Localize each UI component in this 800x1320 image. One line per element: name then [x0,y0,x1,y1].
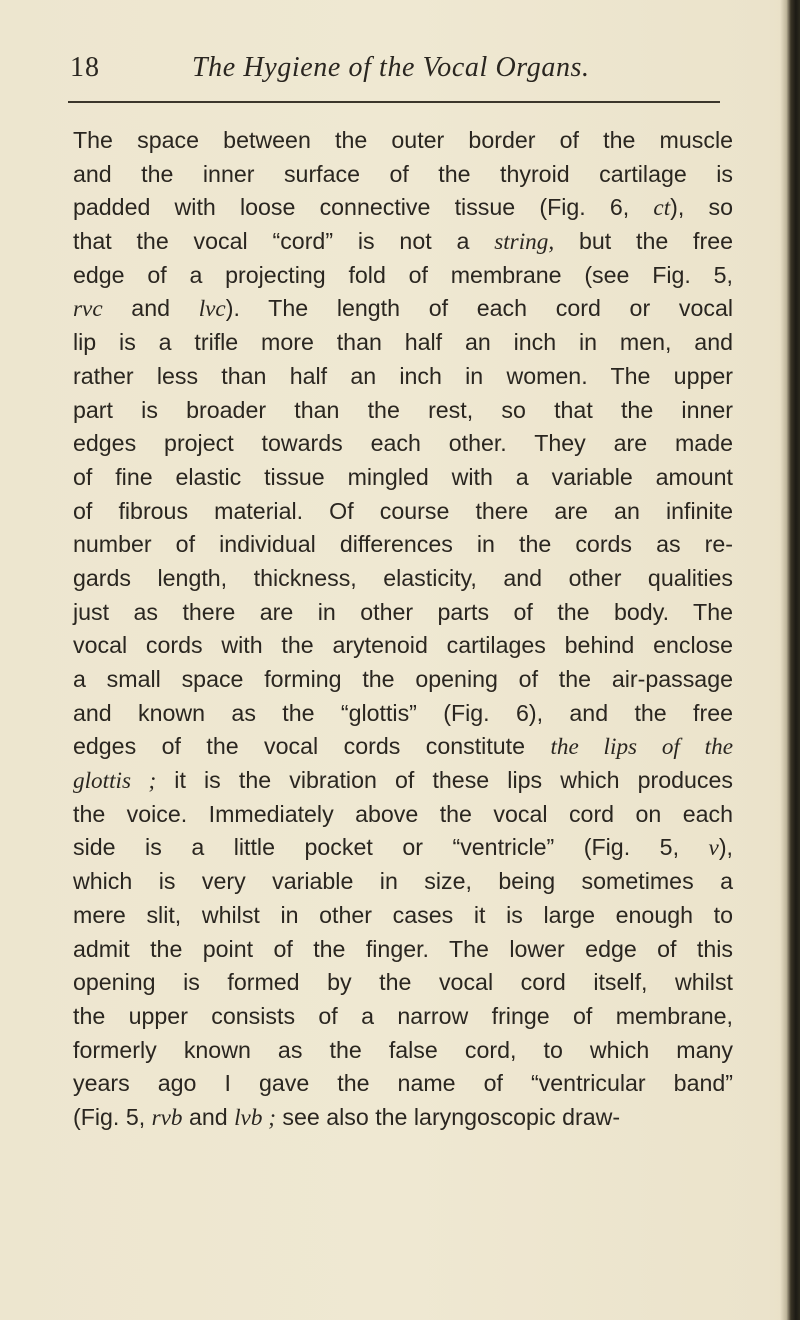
text-line [73,495,733,529]
text-run: but the free [554,228,734,255]
text-line [73,899,733,933]
text-run: and [182,1103,235,1130]
text-run: the voice. Immediately above the vocal cord on each [73,800,733,827]
text-line [73,596,733,630]
text-line [73,562,733,596]
text-line [73,292,733,326]
italic-text: lvc [198,296,226,323]
text-run: of fibrous material. Of course there are an infinite [73,497,733,524]
text-line [73,360,733,394]
text-run: that the vocal “cord” is not a [73,228,495,255]
running-head: The Hygiene of the Vocal Organs. [192,52,590,83]
text-run: ), [718,834,733,861]
text-line [73,629,733,663]
text-run: edge of a projecting fold of membrane (see Fig. 5, [73,261,733,288]
text-line [73,326,733,360]
text-run: The space between the outer border of the muscle [73,127,733,153]
italic-text: lvb ; [234,1104,276,1131]
text-run: edges of the vocal cords constitute [73,733,551,760]
text-line [73,461,733,495]
italic-text: rvc [73,296,103,323]
text-run: edges project towards each other. They are made [73,430,733,457]
header-rule [68,101,720,103]
page-number: 18 [70,52,100,83]
text-line [73,663,733,697]
text-run: padded with loose connective tissue (Fig. 6, [73,194,654,221]
italic-text: the lips of the [550,734,733,761]
text-run: gards length, thickness, elasticity, and other qualities [73,564,733,591]
text-run: rather less than half an inch in women. The upper [73,362,733,389]
text-run: part is broader than the rest, so that the inner [73,396,733,423]
text-run: of fine elastic tissue mingled with a variable amount [73,463,733,490]
text-line [73,831,733,865]
page-header [64,50,720,90]
text-line [73,730,733,764]
text-run: opening is formed by the vocal cord itself, whilst [73,969,733,996]
text-run: vocal cords with the arytenoid cartilages behind enclose [73,632,733,659]
italic-text: ct [653,195,671,222]
text-line [73,798,733,832]
text-line [73,966,733,1000]
italic-text: rvb [151,1104,183,1131]
text-run: just as there are in other parts of the body. The [73,598,733,625]
text-run: mere slit, whilst in other cases it is large enough to [73,901,733,928]
text-run: years ago I gave the name of “ventricular band” [73,1070,733,1097]
text-line [73,124,733,158]
text-line [73,865,733,899]
text-line [73,259,733,293]
text-run: it is the vibration of these lips which produces [156,767,733,794]
text-run: and [102,295,199,322]
text-line [73,1000,733,1034]
text-line [73,427,733,461]
text-line [73,933,733,967]
text-run: and known as the “glottis” (Fig. 6), and the free [73,699,733,726]
italic-text: glottis ; [73,768,157,795]
text-line [73,1034,733,1068]
text-run: a small space forming the opening of the air-passage [73,666,733,692]
text-line [73,1067,733,1101]
text-run: which is very variable in size, being sometimes a [73,868,733,895]
text-run: ), so [670,194,733,221]
text-run: and the inner surface of the thyroid cartilage is [73,160,733,187]
text-line [73,1101,733,1135]
italic-text: string, [494,229,555,256]
text-line [73,158,733,192]
text-run: (Fig. 5, [73,1103,152,1130]
text-line [73,191,733,225]
book-spine-edge [786,0,800,1320]
text-run: side is a little pocket or “ventricle” (Fig. 5, [73,834,709,861]
text-line [73,528,733,562]
text-run: see also the laryngoscopic draw- [275,1103,621,1130]
text-run: admit the point of the finger. The lower edge of this [73,935,733,962]
text-run: number of individual differences in the cords as re- [73,531,733,558]
text-line [73,764,733,798]
body-text [73,124,733,1135]
text-run: formerly known as the false cord, to which many [73,1036,733,1063]
text-line [73,697,733,731]
text-line [73,394,733,428]
italic-text: v [708,835,719,862]
text-run: lip is a trifle more than half an inch in men, and [73,329,733,356]
text-line [73,225,733,259]
text-run: ). The length of each cord or vocal [225,295,733,322]
text-run: the upper consists of a narrow fringe of membrane, [73,1002,733,1029]
